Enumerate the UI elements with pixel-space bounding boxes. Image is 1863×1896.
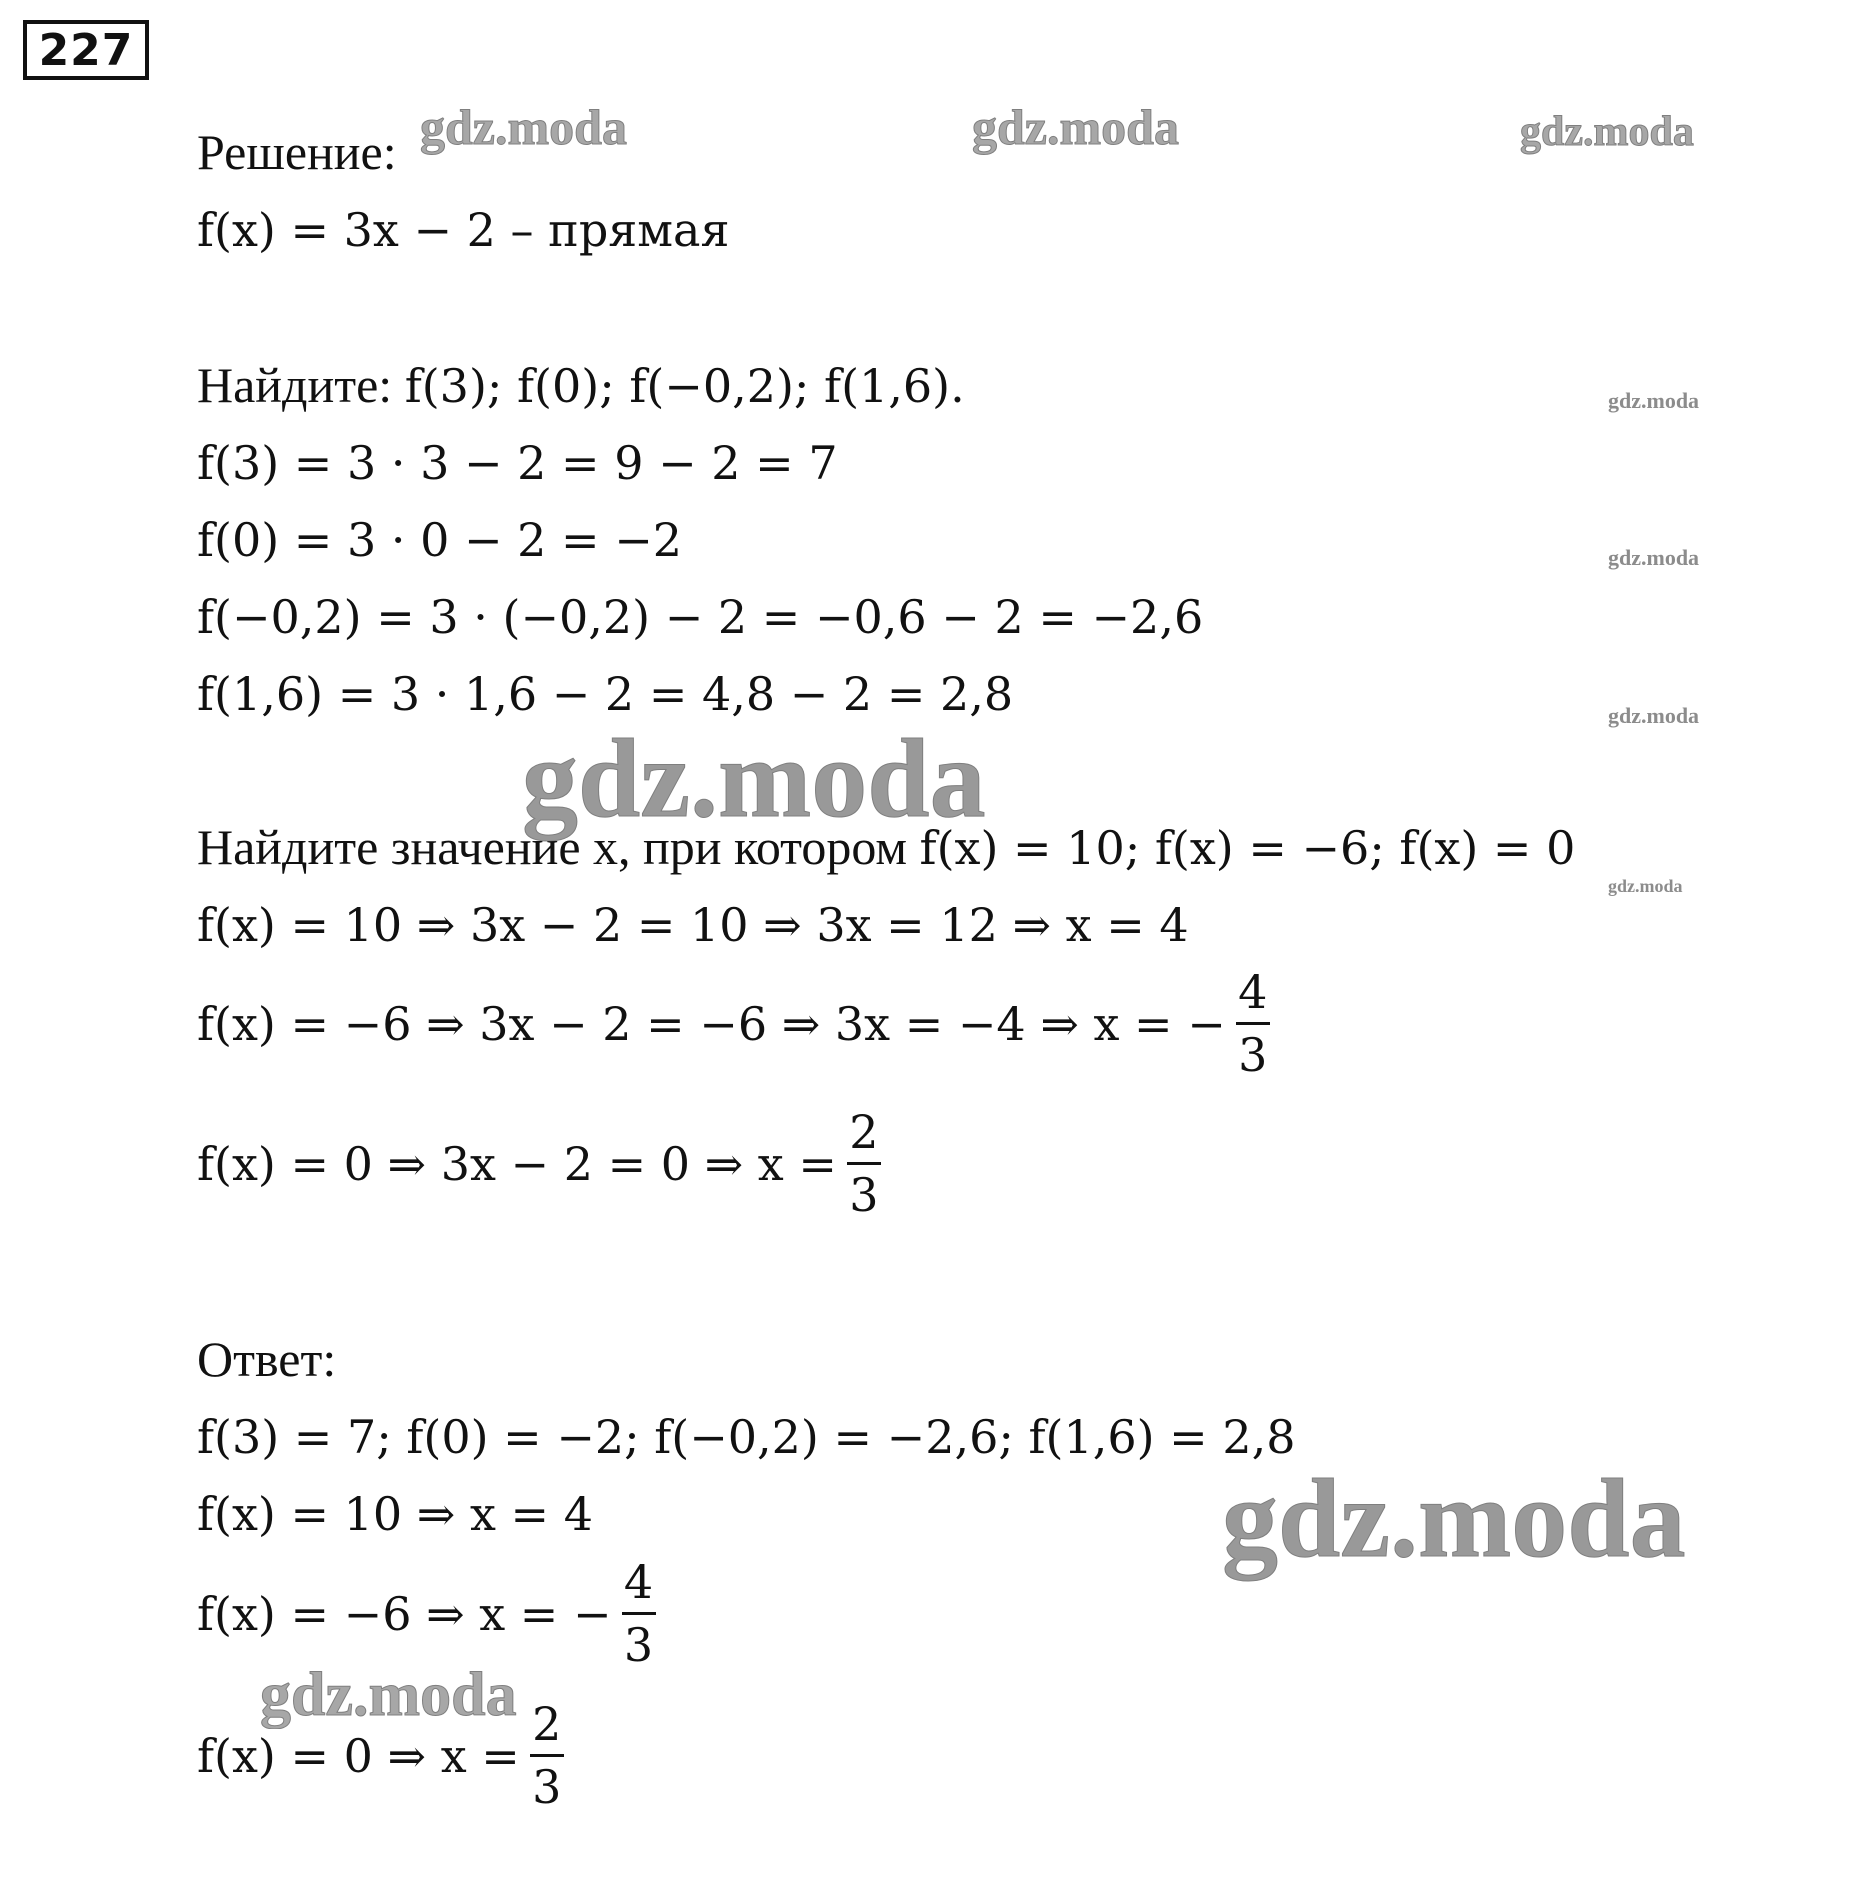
fraction-denominator: 3 [623, 1618, 654, 1673]
find-x-step2 [197, 965, 1270, 1083]
watermark: gdz.moda [1608, 388, 1700, 413]
find-x-heading [197, 819, 1576, 875]
find-x-prompt: Найдите значение x, при котором [197, 819, 908, 875]
answer-line4 [197, 1697, 564, 1815]
watermark: gdz.moda [420, 99, 627, 155]
watermark: gdz.moda [260, 1661, 517, 1729]
watermark: gdz.moda [1608, 876, 1683, 896]
step-f16 [197, 667, 1014, 721]
step-f-neg02 [197, 590, 1204, 644]
fraction-denominator: 3 [1238, 1028, 1268, 1083]
fraction-denominator: 3 [532, 1760, 562, 1815]
find-values-heading [197, 357, 965, 413]
fraction-numerator: 2 [532, 1697, 562, 1751]
fraction-bar [622, 1612, 656, 1615]
answer-label: Ответ: [197, 1331, 337, 1387]
answer-line3-text: f(x) = −6 ⇒ x = − [197, 1586, 612, 1641]
function-definition [197, 203, 730, 257]
step-f0 [197, 513, 683, 567]
answer-line4-text: f(x) = 0 ⇒ x = [197, 1728, 520, 1783]
fraction-denominator: 3 [849, 1168, 879, 1223]
watermark: gdz.moda [972, 99, 1179, 155]
step-f-neg02-text: f(−0,2) = 3 · (−0,2) − 2 = −0,6 − 2 = −2,6 [197, 590, 1204, 644]
find-values-prompt: Найдите: [197, 357, 393, 413]
fraction-numerator: 2 [849, 1105, 879, 1159]
answer-line3 [197, 1555, 656, 1673]
answer-line1 [197, 1410, 1296, 1464]
watermark: gdz.moda [1608, 703, 1700, 728]
watermark: gdz.moda [1520, 109, 1694, 155]
solution-label: Решение: [197, 124, 397, 180]
find-x-step1 [197, 898, 1189, 952]
fraction [1236, 965, 1270, 1083]
fraction-numerator: 4 [623, 1555, 654, 1609]
watermark: gdz.moda [522, 717, 986, 841]
answer-line1-text: f(3) = 7; f(0) = −2; f(−0,2) = −2,6; f(1,6) = 2,8 [197, 1410, 1296, 1464]
fraction-bar [1236, 1022, 1270, 1025]
find-values-list: f(3); f(0); f(−0,2); f(1,6). [404, 359, 965, 413]
fraction [622, 1555, 656, 1673]
fraction-numerator: 4 [1238, 965, 1268, 1019]
watermark: gdz.moda [1222, 1457, 1686, 1581]
fraction [847, 1105, 881, 1223]
fraction-bar [847, 1162, 881, 1165]
find-x-step2-text: f(x) = −6 ⇒ 3x − 2 = −6 ⇒ 3x = −4 ⇒ x = − [197, 996, 1226, 1051]
answer-line2 [197, 1487, 593, 1541]
answer-line2-text: f(x) = 10 ⇒ x = 4 [197, 1487, 593, 1541]
fraction-bar [530, 1754, 564, 1757]
function-text: f(x) = 3x − 2 – прямая [197, 203, 730, 257]
find-x-conditions: f(x) = 10; f(x) = −6; f(x) = 0 [919, 821, 1576, 875]
task-number: 227 [23, 20, 149, 80]
fraction [530, 1697, 564, 1815]
find-x-step3-text: f(x) = 0 ⇒ 3x − 2 = 0 ⇒ x = [197, 1136, 837, 1191]
step-f16-text: f(1,6) = 3 · 1,6 − 2 = 4,8 − 2 = 2,8 [197, 667, 1014, 721]
step-f3 [197, 436, 838, 490]
find-x-step3 [197, 1105, 881, 1223]
step-f3-text: f(3) = 3 · 3 − 2 = 9 − 2 = 7 [197, 436, 838, 490]
find-x-step1-text: f(x) = 10 ⇒ 3x − 2 = 10 ⇒ 3x = 12 ⇒ x = 4 [197, 898, 1189, 952]
step-f0-text: f(0) = 3 · 0 − 2 = −2 [197, 513, 683, 567]
watermark: gdz.moda [1608, 545, 1700, 570]
